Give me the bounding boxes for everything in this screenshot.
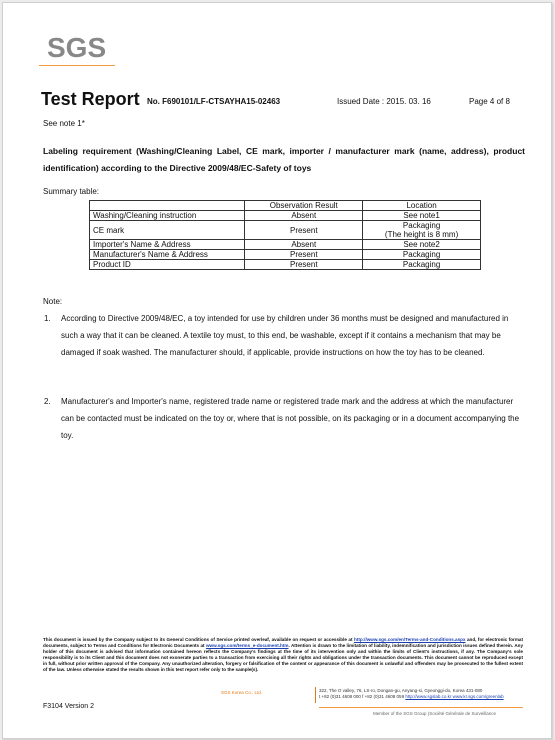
- note-text: According to Directive 2009/48/EC, a toy intended for use by children under 36 months must be designed and manufactured in such a way that it can be cleaned. A textile toy must, to this end, be washable, except if it contains a mechanism that may be damaged if soak washed. The manufacturer should, if applicable, provide instructions on how the toy has to be cleaned.: [61, 314, 509, 357]
- section-heading: Labeling requirement (Washing/Cleaning Label, CE mark, importer / manufacturer mark (name, address), product identification) according to the Directive 2009/48/EC-Safety of toys: [43, 146, 525, 173]
- legal-disclaimer: [43, 637, 523, 673]
- issued-date: Issued Date : 2015. 03. 16: [337, 97, 431, 106]
- result-cell: Present: [245, 250, 363, 260]
- column-header: Location: [363, 201, 481, 211]
- address-line: 322, The O valley, 76, LS-ro, Dongan-gu, Anyang-si, Gyeonggi-do, Korea 431-080: [319, 688, 483, 693]
- table-row: [90, 250, 481, 260]
- form-version: F3104 Version 2: [43, 703, 94, 710]
- report-page: [2, 2, 552, 739]
- company-name: SGS Korea Co., Ltd.: [221, 690, 263, 695]
- item-cell: CE mark: [90, 221, 245, 240]
- item-cell: Product ID: [90, 260, 245, 270]
- company-address: [319, 688, 523, 700]
- table-row: [90, 211, 481, 221]
- table-row: [90, 260, 481, 270]
- location-cell: [363, 221, 481, 240]
- disclaimer-text: and, for electronic format documents, subject to Terms and Conditions for Electronic Documents at: [43, 637, 523, 648]
- result-cell: Present: [245, 260, 363, 270]
- terms-link[interactable]: http://www.sgs.com/en/Terms-and-Conditions.aspx: [353, 637, 466, 642]
- location-cell: Packaging: [363, 260, 481, 270]
- sgs-logo: SGS: [47, 32, 107, 63]
- website-link[interactable]: http://www.sgslab.co.kr www.kr.sgs.com/greenlab: [405, 694, 504, 699]
- footer-rule: [319, 707, 523, 708]
- location-cell: See note2: [363, 240, 481, 250]
- item-cell: Importer's Name & Address: [90, 240, 245, 250]
- table-row: [90, 240, 481, 250]
- column-header: [90, 201, 245, 211]
- location-line: Packaging: [402, 221, 441, 230]
- table-header-row: [90, 201, 481, 211]
- note-number: 1.: [44, 314, 51, 323]
- see-note: See note 1*: [43, 119, 85, 128]
- item-cell: Manufacturer's Name & Address: [90, 250, 245, 260]
- note-label: Note:: [43, 297, 63, 306]
- address-divider: [315, 687, 316, 703]
- contact-line: [319, 694, 523, 700]
- note-number: 2.: [44, 397, 51, 406]
- table-row: [90, 221, 481, 240]
- summary-table: [89, 200, 481, 270]
- disclaimer-text: . Attention is drawn to the limitation of liability, indemnification and jurisdiction issues defined therein. Any holder of this document is advised that information contained hereon reflects the Company's findings at the time of its intervention only and within the limits of Client's instructions, if any. The Company's sole responsibility is to its Client and this document does not exonerate parties to a transaction from exercising all their rights and obligations under the transaction documents. This document cannot be reproduced except in full, without prior written approval of the Company. Any unauthorized alteration, forgery or falsification of the content or appearance of this document is unlawful and offenders may be prosecuted to the fullest extent of the law. Unless otherwise stated the results shown in this test report refer only to the sample(s).: [43, 643, 523, 672]
- summary-label: Summary table:: [43, 187, 100, 196]
- result-cell: Absent: [245, 211, 363, 221]
- location-cell: See note1: [363, 211, 481, 221]
- location-cell: Packaging: [363, 250, 481, 260]
- item-cell: Washing/Cleaning instruction: [90, 211, 245, 221]
- logo-underline: [39, 65, 115, 66]
- report-number: No. F690101/LF-CTSAYHA15-02463: [147, 97, 281, 106]
- disclaimer-text: This document is issued by the Company subject to its General Conditions of Service printed overleaf, available on request or accessible at: [43, 637, 354, 642]
- column-header: Observation Result: [245, 201, 363, 211]
- member-text: Member of the SGS Group (Société Générale de Surveillance: [373, 711, 497, 716]
- note-text: Manufacturer's and Importer's name, registered trade name or registered trade mark and the address at which the manufacturer can be contacted must be indicated on the toy or, where that is not possible, on its packaging or in a document accompanying the toy.: [61, 397, 520, 440]
- report-title: Test Report: [41, 89, 140, 109]
- result-cell: Present: [245, 221, 363, 240]
- location-line: (The height is 8 mm): [384, 230, 459, 239]
- e-document-link[interactable]: www.sgs.com/terms_e-document.htm: [205, 643, 289, 648]
- phone-text: t +82 (0)31 4608 000 f +82 (0)31 4608 059: [319, 694, 406, 699]
- result-cell: Absent: [245, 240, 363, 250]
- page-number: Page 4 of 8: [469, 97, 510, 106]
